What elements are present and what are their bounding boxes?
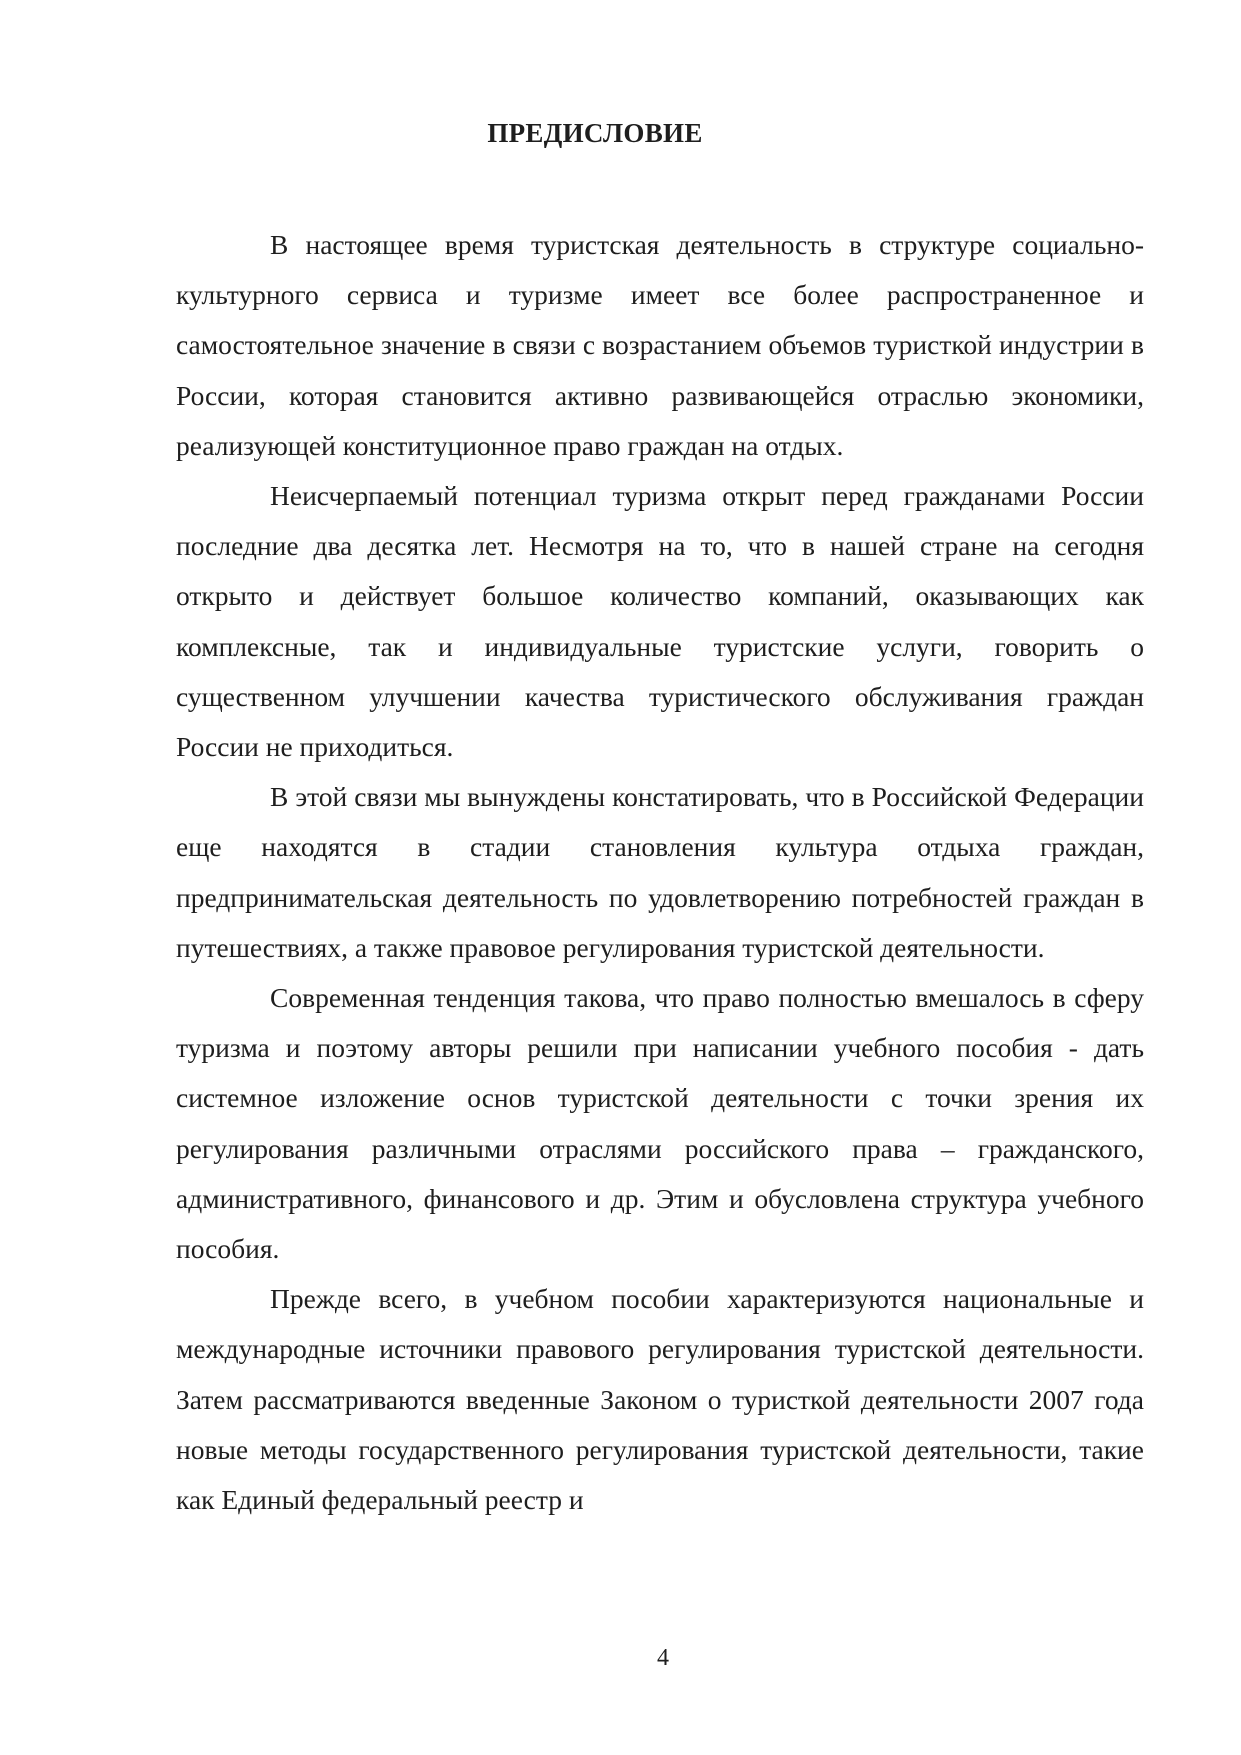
paragraph-1: В настоящее время туристская деятельность в структуре социально-культурного сервиса и туризме имеет все более распространенное и самостоятельное значение в связи с возрастанием объемов туристкой индустрии в России, которая становится активно развивающейся отраслью экономики, реализующей конституционное право граждан на отдых. <box>176 229 1144 461</box>
body-text <box>176 220 1144 1525</box>
paragraph-4: Современная тенденция такова, что право полностью вмешалось в сферу туризма и поэтому авторы решили при написании учебного пособия - дать системное изложение основ туристской деятельности с точки зрения их регулирования различными отраслями российского права – гражданского, административного, финансового и др. Этим и обусловлена структура учебного пособия. <box>176 982 1144 1265</box>
paragraph-3: В этой связи мы вынуждены констатировать, что в Российской Федерации еще находятся в стадии становления культура отдыха граждан, предпринимательская деятельность по удовлетворению потребностей граждан в путешествиях, а также правовое регулирования туристской деятельности. <box>176 781 1144 963</box>
page-number: 4 <box>657 1645 669 1671</box>
paragraph-5: Прежде всего, в учебном пособии характеризуются национальные и международные источники правового регулирования туристской деятельности. Затем рассматриваются введенные Законом о туристкой деятельности 2007 года новые методы государственного регулирования туристской деятельности, такие как Единый федеральный реестр и <box>176 1283 1144 1516</box>
paragraph-2: Неисчерпаемый потенциал туризма открыт перед гражданами России последние два десятка лет. Несмотря на то, что в нашей стране на сегодня открыто и действует большое количество компаний, оказывающих как комплексные, так и индивидуальные туристские услуги, говорить о существенном улучшении качества туристического обслуживания граждан России не приходиться. <box>176 480 1144 763</box>
page-title: ПРЕДИСЛОВИЕ <box>487 118 703 148</box>
